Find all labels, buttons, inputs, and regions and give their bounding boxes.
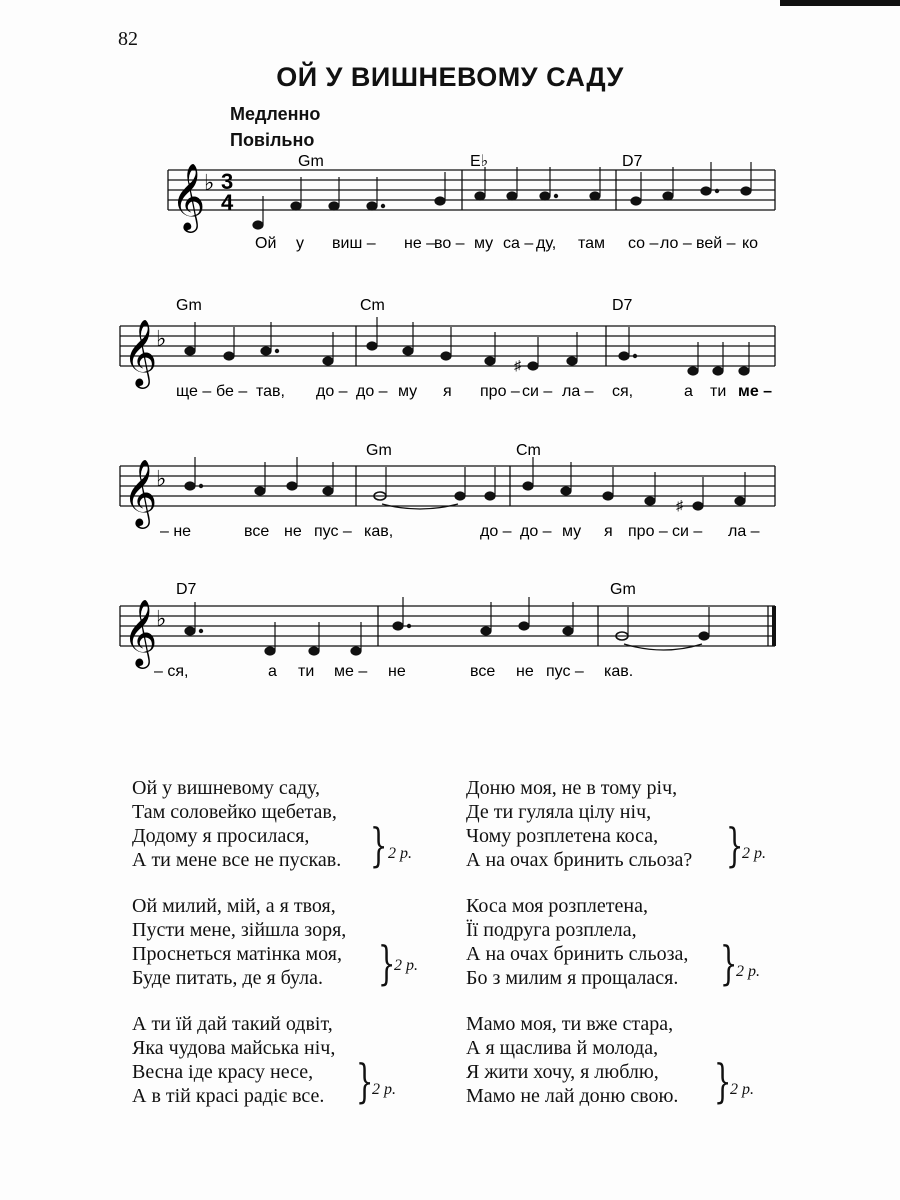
flat-key-signature-icon: ♭ <box>156 466 167 491</box>
lyric-syllable: ла – <box>728 523 760 540</box>
lyric-syllable: вей – <box>696 235 736 252</box>
verse-line: Ой у вишневому саду, <box>132 777 321 799</box>
verse-line: А я щаслива й молода, <box>466 1037 659 1059</box>
page-number: 82 <box>118 28 138 50</box>
chord: Gm <box>610 581 636 598</box>
repeat-brace-icon: } <box>713 1054 732 1108</box>
lyric-syllable: бе – <box>216 383 248 400</box>
chord: D7 <box>612 297 633 314</box>
flat-key-signature-icon: ♭ <box>156 326 167 351</box>
lyric-syllable: ла – <box>562 383 594 400</box>
verse-line: Весна іде красу несе, <box>132 1061 314 1083</box>
verse-line: Я жити хочу, я люблю, <box>466 1061 659 1083</box>
verse-line: Там соловейко щебетав, <box>132 801 337 823</box>
repeat-mark: 2 р. <box>394 957 418 974</box>
repeat-brace-icon: } <box>725 818 744 872</box>
lyric-syllable: пус – <box>314 523 352 540</box>
tempo-russian: Медленно <box>230 104 321 124</box>
verse-line: Мамо моя, ти вже стара, <box>466 1013 674 1035</box>
verse-line: Ой милий, мій, а я твоя, <box>132 895 336 917</box>
verse-line: Коса моя розплетена, <box>466 895 648 917</box>
lyric-syllable: му <box>562 523 582 540</box>
repeat-brace-icon: } <box>377 936 396 990</box>
lyric-syllable: про – <box>480 383 520 400</box>
lyric-syllable: там <box>578 235 606 252</box>
chord: Gm <box>366 442 392 459</box>
verse-line: Де ти гуляла цілу ніч, <box>466 801 652 823</box>
time-signature-bottom: 4 <box>221 190 234 215</box>
verses-left-column <box>132 776 452 1130</box>
chord: D7 <box>176 581 197 598</box>
lyric-syllable: – ся, <box>154 663 189 680</box>
lyric-syllable: ме – <box>334 663 368 680</box>
lyric-syllable: до – <box>316 383 348 400</box>
lyric-syllable: а <box>684 383 693 400</box>
verse-line: А на очах бринить сльоза, <box>466 943 689 965</box>
lyric-syllable: кав. <box>604 663 634 680</box>
sharp-icon: ♯ <box>676 497 683 513</box>
repeat-mark: 2 р. <box>372 1081 396 1098</box>
repeat-brace-icon: } <box>719 936 738 990</box>
chord: Gm <box>298 153 324 170</box>
lyric-syllable: я <box>604 523 613 540</box>
lyric-syllable: ду, <box>536 235 557 252</box>
lyric-syllable: ся, <box>612 383 634 400</box>
staff-4 <box>120 597 776 669</box>
verse-line: Бо з милим я прощалася. <box>466 967 679 989</box>
chord: Gm <box>176 297 202 314</box>
verse-line: А в тій красі радіє все. <box>132 1085 325 1107</box>
repeat-mark: 2 р. <box>730 1081 754 1098</box>
lyric-syllable: тав, <box>256 383 285 400</box>
lyric-syllable: про – <box>628 523 668 540</box>
sharp-icon: ♯ <box>514 357 521 373</box>
verse-line: Додому я просилася, <box>132 825 310 847</box>
lyric-syllable: му <box>474 235 494 252</box>
tempo-ukrainian: Повільно <box>230 130 315 150</box>
lyric-syllable: ко <box>742 235 759 252</box>
song-title: ОЙ У ВИШНЕВОМУ САДУ <box>276 62 624 92</box>
lyric-syllable: му <box>398 383 418 400</box>
repeat-brace-icon: } <box>355 1054 374 1108</box>
verse-line: А ти їй дай такий одвіт, <box>132 1013 333 1035</box>
lyric-syllable: ло – <box>660 235 692 252</box>
verse-line: А ти мене все не пускав. <box>132 849 342 871</box>
treble-clef-icon: 𝄞 <box>123 600 158 665</box>
chord: E♭ <box>470 153 489 170</box>
repeat-mark: 2 р. <box>388 845 412 862</box>
chord: D7 <box>622 153 643 170</box>
lyric-syllable: до – <box>356 383 388 400</box>
lyric-syllable: не – <box>404 235 436 252</box>
verse-line: Проснеться матінка моя, <box>132 943 342 965</box>
repeat-mark: 2 р. <box>736 963 760 980</box>
lyric-syllable: не <box>516 663 534 680</box>
staff-1 <box>168 162 775 233</box>
chord: Cm <box>360 297 385 314</box>
lyric-syllable: си – <box>522 383 553 400</box>
lyric-syllable: кав, <box>364 523 394 540</box>
lyric-syllable: ме – <box>738 383 773 400</box>
verses-right-column <box>466 776 786 1130</box>
staff-3 <box>120 457 775 529</box>
stanza <box>132 1012 452 1108</box>
stanza <box>466 1012 786 1108</box>
lyric-syllable: со – <box>628 235 659 252</box>
flat-key-signature-icon: ♭ <box>156 606 167 631</box>
lyric-syllable: до – <box>480 523 512 540</box>
chord: Cm <box>516 442 541 459</box>
verse-line: Пусти мене, зійшла зоря, <box>132 919 347 941</box>
lyric-syllable: у <box>296 235 304 252</box>
lyric-syllable: я <box>443 383 452 400</box>
lyric-syllable: до – <box>520 523 552 540</box>
verse-line: Її подруга розплела, <box>466 919 637 941</box>
treble-clef-icon: 𝄞 <box>123 320 158 385</box>
flat-key-signature-icon: ♭ <box>204 170 215 195</box>
verse-line: Буде питать, де я була. <box>132 967 324 989</box>
lyric-syllable: са – <box>503 235 534 252</box>
lyric-syllable: си – <box>672 523 703 540</box>
lyric-syllable: виш – <box>332 235 376 252</box>
stanza <box>132 776 452 872</box>
time-signature-top: 3 <box>221 169 234 194</box>
repeat-brace-icon: } <box>369 818 388 872</box>
lyric-syllable: не <box>284 523 302 540</box>
lyric-syllable: – не <box>160 523 192 540</box>
lyric-syllable: все <box>244 523 270 540</box>
lyric-syllable: ти <box>710 383 727 400</box>
repeat-mark: 2 р. <box>742 845 766 862</box>
verse-line: Яка чудова майська ніч, <box>132 1037 336 1059</box>
lyric-syllable: пус – <box>546 663 584 680</box>
lyric-syllable: во – <box>434 235 465 252</box>
lyric-syllable: ще – <box>176 383 212 400</box>
verse-line: Мамо не лай доню свою. <box>466 1085 679 1107</box>
lyric-syllable: Ой <box>255 235 277 252</box>
stanza <box>466 894 786 990</box>
stanza <box>132 894 452 990</box>
staff-2 <box>120 317 775 389</box>
tie <box>624 644 702 650</box>
stanza <box>466 776 786 872</box>
final-barline <box>772 606 776 646</box>
lyric-syllable: ти <box>298 663 315 680</box>
lyrics <box>154 235 772 680</box>
lyric-syllable: все <box>470 663 496 680</box>
lyric-syllable: не <box>388 663 406 680</box>
verse-line: Чому розплетена коса, <box>466 825 659 847</box>
verse-line: Доню моя, не в тому річ, <box>466 777 678 799</box>
treble-clef-icon: 𝄞 <box>123 460 158 525</box>
verse-line: А на очах бринить сльоза? <box>466 849 693 871</box>
treble-clef-icon: 𝄞 <box>171 164 206 229</box>
lyric-syllable: а <box>268 663 277 680</box>
